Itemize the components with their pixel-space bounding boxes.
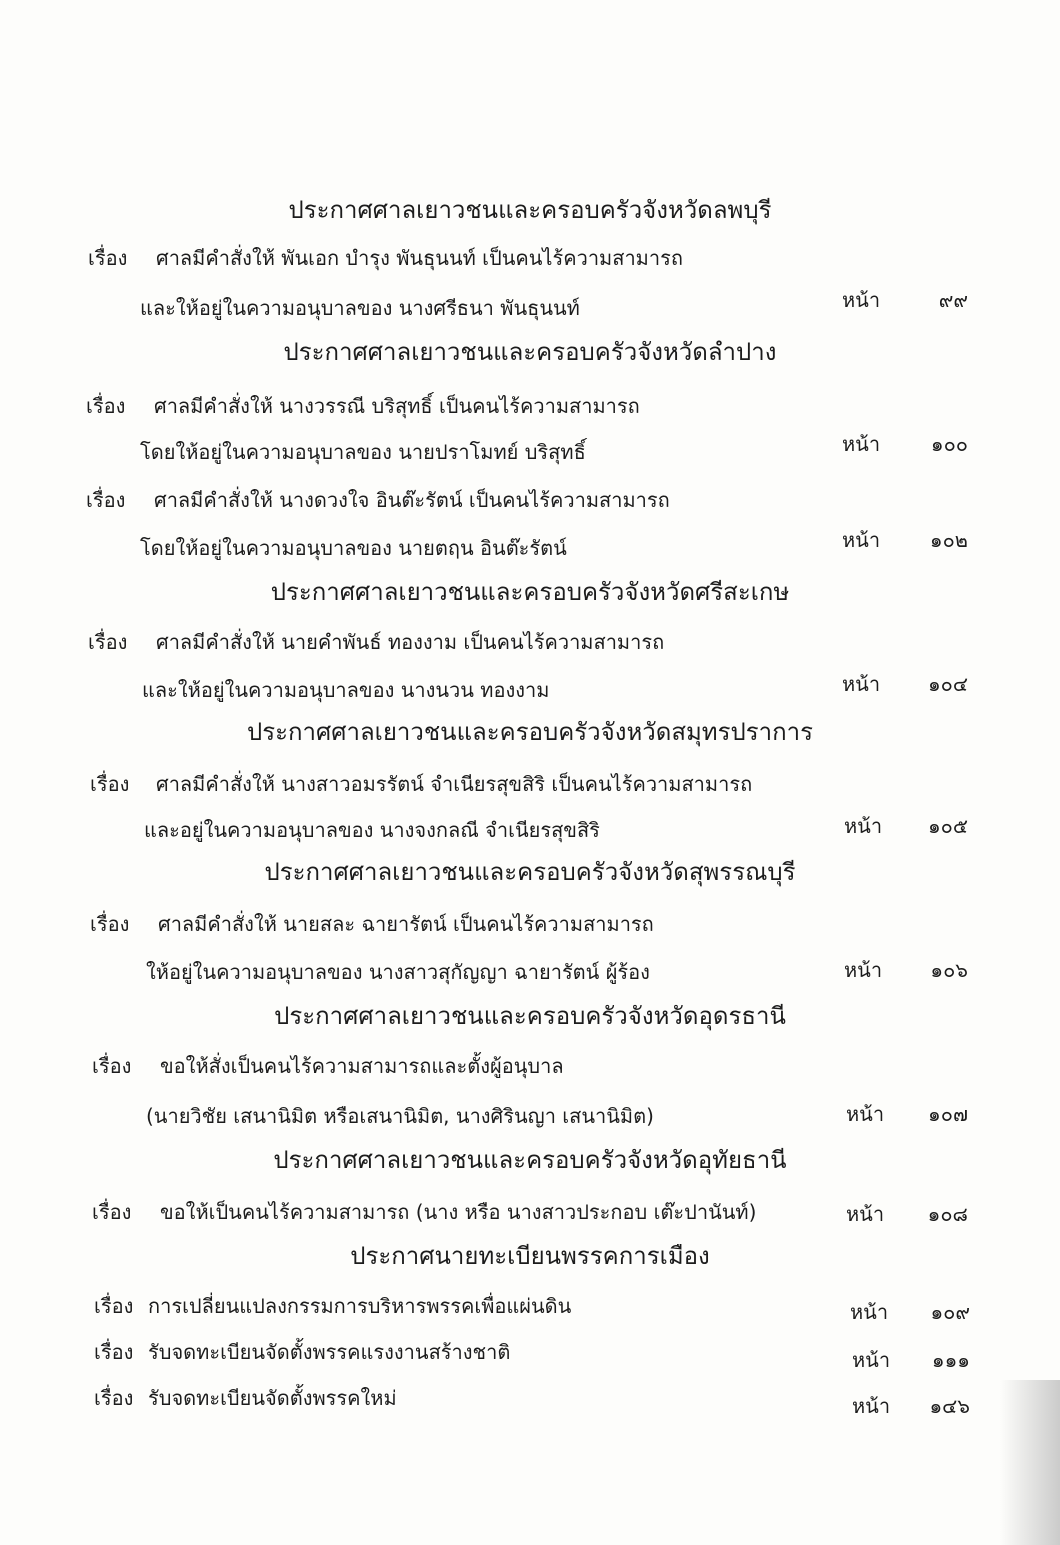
entry-line: ให้อยู่ในความอนุบาลของ นางสาวสุกัญญา ฉายารัตน์ ผู้ร้อง bbox=[146, 960, 650, 984]
page-label: หน้า bbox=[842, 288, 881, 312]
subject-label: เรื่อง bbox=[90, 912, 130, 936]
page-label: หน้า bbox=[842, 528, 881, 552]
section-heading: ประกาศศาลเยาวชนและครอบครัวจังหวัดอุดรธานี bbox=[274, 1002, 786, 1030]
subject-label: เรื่อง bbox=[94, 1340, 134, 1364]
entry-line: ศาลมีคำสั่งให้ นายสละ ฉายารัตน์ เป็นคนไร้ความสามารถ bbox=[158, 912, 654, 936]
subject-label: เรื่อง bbox=[88, 630, 128, 654]
entry-line: ศาลมีคำสั่งให้ นายคำพันธ์ ทองงาม เป็นคนไร้ความสามารถ bbox=[156, 630, 665, 654]
page-number: ๑๐๒ bbox=[929, 528, 968, 552]
entry-line: รับจดทะเบียนจัดตั้งพรรคใหม่ bbox=[148, 1386, 397, 1410]
page-label: หน้า bbox=[846, 1102, 885, 1126]
entry-line: (นายวิชัย เสนานิมิต หรือเสนานิมิต, นางศิรินญา เสนานิมิต) bbox=[146, 1104, 654, 1128]
subject-label: เรื่อง bbox=[94, 1386, 134, 1410]
section-heading: ประกาศศาลเยาวชนและครอบครัวจังหวัดสมุทรปราการ bbox=[246, 718, 813, 746]
page-label: หน้า bbox=[850, 1300, 889, 1324]
page-label: หน้า bbox=[842, 432, 881, 456]
entry-line: ศาลมีคำสั่งให้ พันเอก บำรุง พันธุนนท์ เป็นคนไร้ความสามารถ bbox=[156, 246, 683, 270]
entry-line: และให้อยู่ในความอนุบาลของ นางศรีธนา พันธุนนท์ bbox=[140, 296, 580, 320]
entry-line: โดยให้อยู่ในความอนุบาลของ นายปราโมทย์ บริสุทธิ์ bbox=[140, 440, 586, 464]
page-number: ๑๑๑ bbox=[931, 1348, 970, 1372]
entry-line: ขอให้สั่งเป็นคนไร้ความสามารถและตั้งผู้อนุบาล bbox=[160, 1054, 564, 1078]
page-number: ๑๐๘ bbox=[927, 1202, 968, 1226]
subject-label: เรื่อง bbox=[92, 1054, 132, 1078]
section-heading: ประกาศนายทะเบียนพรรคการเมือง bbox=[350, 1242, 710, 1270]
page-label: หน้า bbox=[846, 1202, 885, 1226]
page-number: ๑๐๔ bbox=[927, 672, 968, 696]
page-number: ๑๐๐ bbox=[930, 432, 968, 456]
entry-line: ขอให้เป็นคนไร้ความสามารถ (นาง หรือ นางสาวประกอบ เต๊ะปานันท์) bbox=[160, 1200, 757, 1224]
subject-label: เรื่อง bbox=[88, 246, 128, 270]
page-number: ๑๐๗ bbox=[928, 1102, 968, 1126]
section-heading: ประกาศศาลเยาวชนและครอบครัวจังหวัดลพบุรี bbox=[288, 196, 772, 224]
section-heading: ประกาศศาลเยาวชนและครอบครัวจังหวัดสุพรรณบุรี bbox=[264, 858, 796, 886]
entry-line: โดยให้อยู่ในความอนุบาลของ นายตฤน อินต๊ะรัตน์ bbox=[140, 536, 567, 560]
page-label: หน้า bbox=[842, 672, 881, 696]
page-edge-shadow bbox=[1000, 1380, 1060, 1545]
page-label: หน้า bbox=[844, 958, 883, 982]
page-number: ๑๐๖ bbox=[930, 958, 968, 982]
entry-line: ศาลมีคำสั่งให้ นางดวงใจ อินต๊ะรัตน์ เป็นคนไร้ความสามารถ bbox=[154, 488, 670, 512]
section-heading: ประกาศศาลเยาวชนและครอบครัวจังหวัดศรีสะเกษ bbox=[270, 578, 790, 606]
subject-label: เรื่อง bbox=[94, 1294, 134, 1318]
subject-label: เรื่อง bbox=[90, 772, 130, 796]
section-heading: ประกาศศาลเยาวชนและครอบครัวจังหวัดลำปาง bbox=[283, 338, 777, 366]
entry-line: และอยู่ในความอนุบาลของ นางจงกลณี จำเนียรสุขสิริ bbox=[144, 818, 600, 842]
entry-line: ศาลมีคำสั่งให้ นางสาวอมรรัตน์ จำเนียรสุขสิริ เป็นคนไร้ความสามารถ bbox=[156, 772, 753, 796]
page-label: หน้า bbox=[844, 814, 883, 838]
page-number: ๑๔๖ bbox=[929, 1394, 970, 1418]
entry-line: และให้อยู่ในความอนุบาลของ นางนวน ทองงาม bbox=[142, 678, 550, 702]
subject-label: เรื่อง bbox=[86, 488, 126, 512]
page-label: หน้า bbox=[852, 1394, 891, 1418]
entry-line: ศาลมีคำสั่งให้ นางวรรณี บริสุทธิ์ เป็นคนไร้ความสามารถ bbox=[154, 394, 640, 418]
entry-line: การเปลี่ยนแปลงกรรมการบริหารพรรคเพื่อแผ่นดิน bbox=[148, 1294, 572, 1318]
page-number: ๑๐๕ bbox=[927, 814, 968, 838]
section-heading: ประกาศศาลเยาวชนและครอบครัวจังหวัดอุทัยธานี bbox=[273, 1146, 787, 1174]
page-number: ๑๐๙ bbox=[930, 1300, 970, 1324]
entry-line: รับจดทะเบียนจัดตั้งพรรคแรงงานสร้างชาติ bbox=[148, 1340, 511, 1364]
subject-label: เรื่อง bbox=[92, 1200, 132, 1224]
page-label: หน้า bbox=[852, 1348, 891, 1372]
subject-label: เรื่อง bbox=[86, 394, 126, 418]
page-number: ๙๙ bbox=[938, 288, 968, 312]
